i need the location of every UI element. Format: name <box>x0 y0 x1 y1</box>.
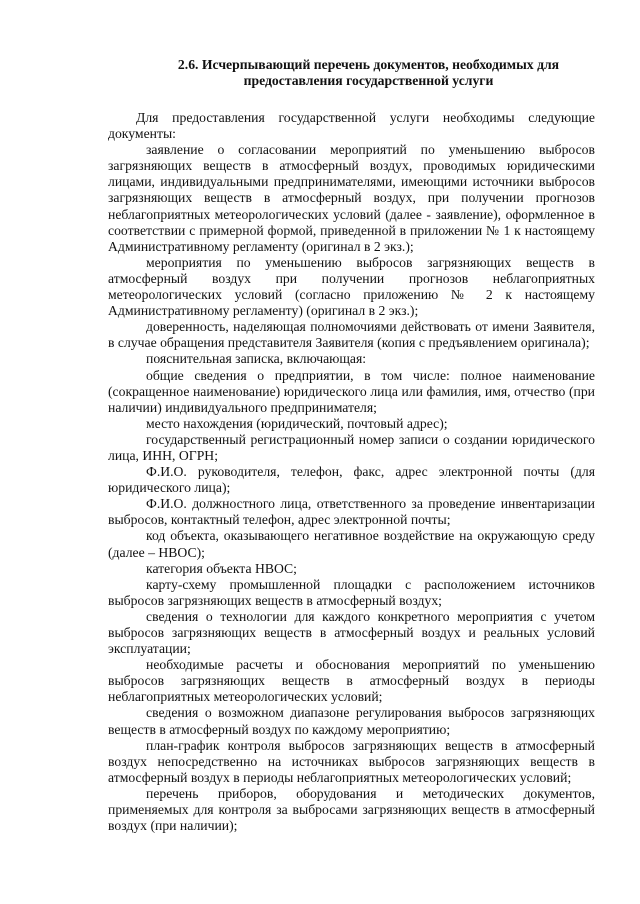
list-item-instruments-list: перечень приборов, оборудования и методических документов, применяемых для контроля за выбросами загрязняющих веществ в атмосферный воздух (при наличии); <box>108 785 595 834</box>
section-heading-line-2: предоставления государственной услуги <box>243 73 494 88</box>
intro-paragraph: Для предоставления государственной услуги необходимы следующие документы: <box>108 110 595 142</box>
list-item-calculations: необходимые расчеты и обоснования мероприятий по уменьшению выбросов загрязняющих веществ в атмосферный воздух в периоды неблагоприятных метеорологических условий; <box>108 657 595 705</box>
list-item-explanatory-note: пояснительная записка, включающая: <box>146 351 367 367</box>
list-item-control-schedule: план-график контроля выбросов загрязняющих веществ в атмосферный воздух непосредственно на источниках выбросов загрязняющих веществ в атмосферный воздух в периоды неблагоприятных метеорологических условий; <box>108 737 595 785</box>
list-item-application: заявление о согласовании мероприятий по уменьшению выбросов загрязняющих веществ в атмосферный воздух, проводимых юридическими лицами, индивидуальными предпринимателями, имеющими источники выбросов загрязняющих веществ в атмосферный воздух, при получении прогнозов неблагоприятных метеорологических условий (далее - заявление), оформленное в соответствии с примерной формой, приведенной в приложении № 1 к настоящему Административному регламенту (оригинал в 2 экз.); <box>108 142 595 254</box>
list-item-site-map: карту-схему промышленной площадки с расположением источников выбросов загрязняющих веществ в атмосферный воздух; <box>108 576 595 608</box>
list-item-registration-number: государственный регистрационный номер записи о создании юридического лица, ИНН, ОГРН; <box>108 431 595 463</box>
list-item-measures: мероприятия по уменьшению выбросов загрязняющих веществ в атмосферный воздух при получении прогнозов неблагоприятных метеорологических условий (согласно приложению № 2 к настоящему Административному регламенту) (оригинал в 2 экз.); <box>108 254 595 319</box>
list-item-responsible-person: Ф.И.О. должностного лица, ответственного за проведение инвентаризации выбросов, контактный телефон, адрес электронной почты; <box>108 496 595 528</box>
document-page <box>108 57 595 834</box>
list-item-technology-info: сведения о технологии для каждого конкретного мероприятия с учетом выбросов загрязняющих веществ в атмосферный воздух и реальных условий эксплуатации; <box>108 608 595 657</box>
list-item-object-category: категория объекта НВОС; <box>146 560 297 576</box>
section-heading <box>108 57 595 89</box>
list-item-object-code: код объекта, оказывающего негативное воздействие на окружающую среду (далее – НВОС); <box>108 528 595 560</box>
section-heading-line-1: 2.6. Исчерпывающий перечень документов, необходимых для <box>177 57 560 72</box>
list-item-address: место нахождения (юридический, почтовый адрес); <box>146 415 448 431</box>
list-item-power-of-attorney: доверенность, наделяющая полномочиями действовать от имени Заявителя, в случае обращения представителя Заявителя (копия с предъявлением оригинала); <box>108 319 595 351</box>
list-item-general-info: общие сведения о предприятии, в том числе: полное наименование (сокращенное наименование) юридического лица или фамилия, имя, отчество (при наличии) индивидуального предпринимателя; <box>108 367 595 415</box>
list-item-director-contacts: Ф.И.О. руководителя, телефон, факс, адрес электронной почты (для юридического лица); <box>108 464 595 496</box>
list-item-regulation-range: сведения о возможном диапазоне регулирования выбросов загрязняющих веществ в атмосферный воздух по каждому мероприятию; <box>108 705 595 737</box>
